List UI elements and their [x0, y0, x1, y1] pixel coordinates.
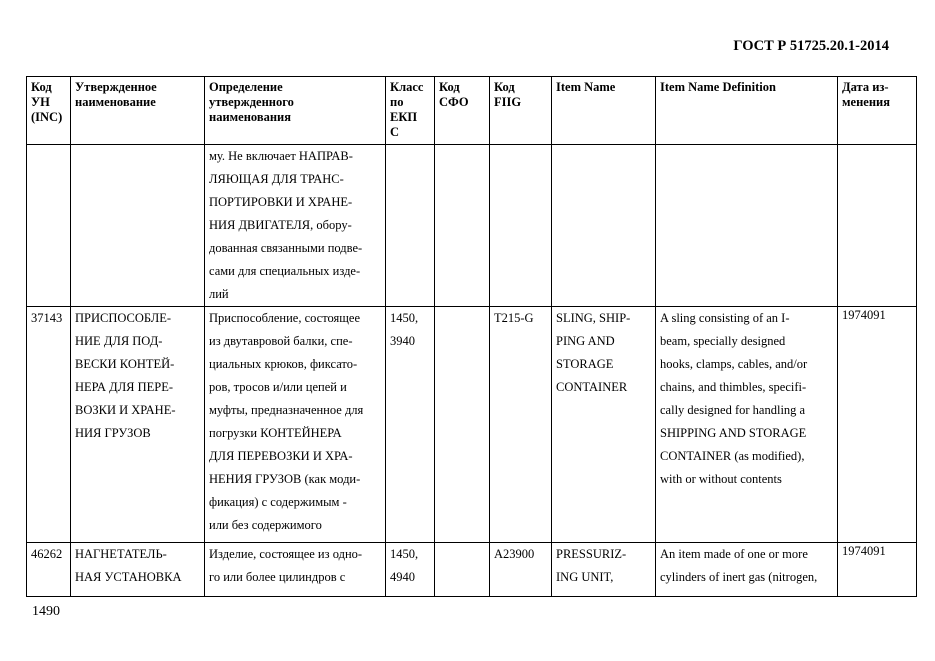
- header-inc-code: Код УН (INC): [27, 77, 71, 145]
- table-row: [27, 145, 917, 307]
- cell-item-definition: A sling consisting of an I- beam, specially designed hooks, clamps, cables, and/or chains, and thimbles, specifi- cally designed for handling a SHIPPING AND STORAGE CONTAINER (as modified), with or without contents: [656, 307, 838, 543]
- cell-date: 1974091: [838, 307, 917, 543]
- cell-inc: 46262: [27, 543, 71, 597]
- cell-class: 1450, 4940: [386, 543, 435, 597]
- cell-class: 1450, 3940: [386, 307, 435, 543]
- header-change-date: Дата из- менения: [838, 77, 917, 145]
- header-item-name-definition: Item Name Definition: [656, 77, 838, 145]
- cell-name: НАГНЕТАТЕЛЬ- НАЯ УСТАНОВКА: [71, 543, 205, 597]
- cell-definition: Изделие, состоящее из одно- го или более цилиндров с: [205, 543, 386, 597]
- cell-sfo: [435, 543, 490, 597]
- nomenclature-table: [26, 76, 917, 597]
- cell-fiig: A23900: [490, 543, 552, 597]
- header-ekps-class: Класс по ЕКП С: [386, 77, 435, 145]
- cell-date: [838, 145, 917, 307]
- cell-fiig: T215-G: [490, 307, 552, 543]
- table-header-row: [27, 77, 917, 145]
- cell-class: [386, 145, 435, 307]
- cell-fiig: [490, 145, 552, 307]
- header-approved-name: Утвержденное наименование: [71, 77, 205, 145]
- table-row: [27, 543, 917, 597]
- header-name-definition: Определение утвержденного наименования: [205, 77, 386, 145]
- cell-definition: Приспособление, состоящее из двутавровой балки, спе- циальных крюков, фиксато- ров, тросов и/или цепей и муфты, предназначенное для погрузки КОНТЕЙНЕРА ДЛЯ ПЕРЕВОЗКИ И ХРА- НЕНИЯ ГРУЗОВ (как моди- фикация) с содержимым - или без содержимого: [205, 307, 386, 543]
- cell-item-name: PRESSURIZ- ING UNIT,: [552, 543, 656, 597]
- cell-item-definition: An item made of one or more cylinders of inert gas (nitrogen,: [656, 543, 838, 597]
- header-sfo-code: Код СФО: [435, 77, 490, 145]
- cell-item-name: [552, 145, 656, 307]
- header-fiig-code: Код FIIG: [490, 77, 552, 145]
- cell-inc: [27, 145, 71, 307]
- cell-name: [71, 145, 205, 307]
- cell-sfo: [435, 145, 490, 307]
- cell-item-definition: [656, 145, 838, 307]
- table-row: [27, 307, 917, 543]
- header-item-name: Item Name: [552, 77, 656, 145]
- cell-item-name: SLING, SHIP- PING AND STORAGE CONTAINER: [552, 307, 656, 543]
- cell-sfo: [435, 307, 490, 543]
- document-standard-number: ГОСТ Р 51725.20.1-2014: [733, 38, 889, 54]
- cell-definition: му. Не включает НАПРАВ- ЛЯЮЩАЯ ДЛЯ ТРАНС- ПОРТИРОВКИ И ХРАНЕ- НИЯ ДВИГАТЕЛЯ, обору- дованная связанными подве- сами для специальных изде- лий: [205, 145, 386, 307]
- page-number: 1490: [32, 604, 60, 619]
- cell-name: ПРИСПОСОБЛЕ- НИЕ ДЛЯ ПОД- ВЕСКИ КОНТЕЙ- НЕРА ДЛЯ ПЕРЕ- ВОЗКИ И ХРАНЕ- НИЯ ГРУЗОВ: [71, 307, 205, 543]
- cell-inc: 37143: [27, 307, 71, 543]
- cell-date: 1974091: [838, 543, 917, 597]
